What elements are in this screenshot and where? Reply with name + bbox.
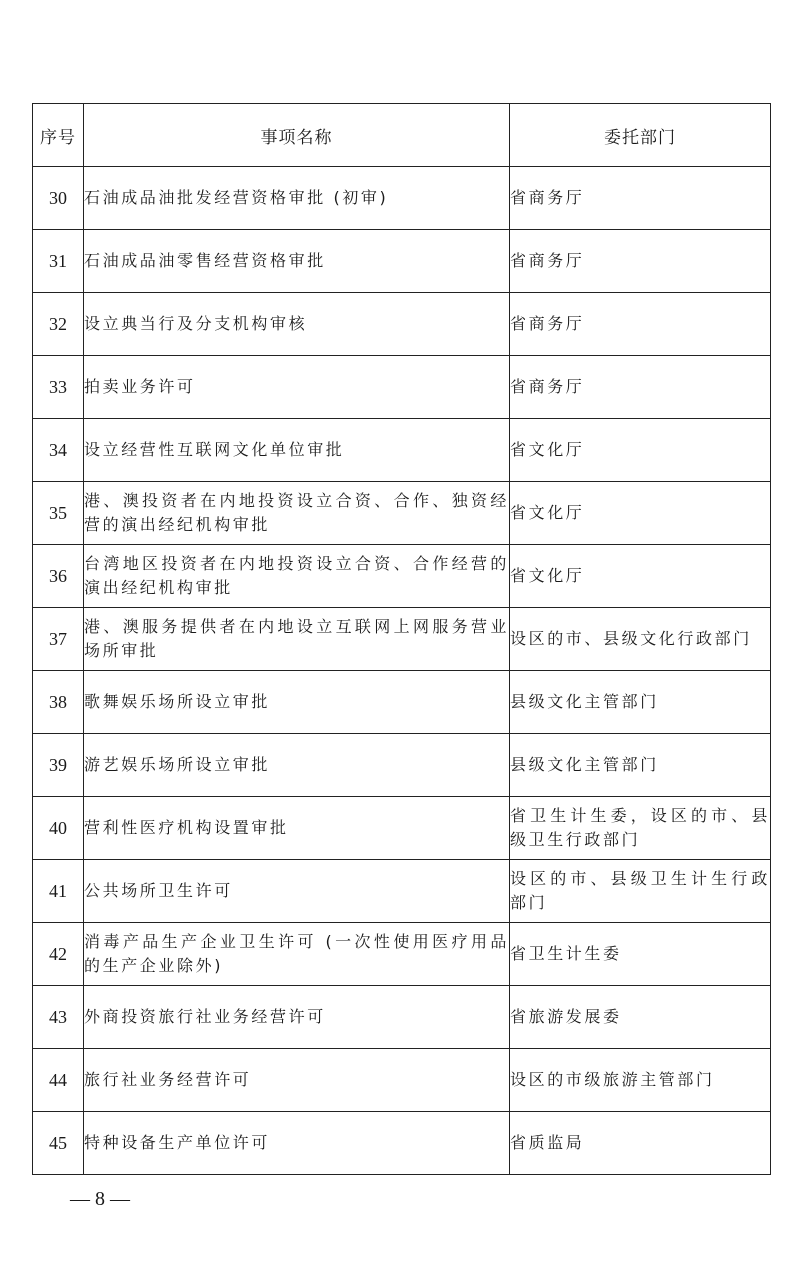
row-number: 30 bbox=[33, 167, 84, 230]
row-department: 设区的市级旅游主管部门 bbox=[510, 1049, 771, 1112]
row-item-name: 拍卖业务许可 bbox=[84, 356, 510, 419]
row-item-name: 旅行社业务经营许可 bbox=[84, 1049, 510, 1112]
table-row bbox=[33, 986, 771, 1049]
row-department: 省商务厅 bbox=[510, 167, 771, 230]
table-header bbox=[33, 104, 771, 167]
table-body bbox=[33, 167, 771, 1175]
row-number: 33 bbox=[33, 356, 84, 419]
table-row bbox=[33, 230, 771, 293]
table-row bbox=[33, 860, 771, 923]
row-number: 31 bbox=[33, 230, 84, 293]
table-row bbox=[33, 1112, 771, 1175]
row-department: 县级文化主管部门 bbox=[510, 734, 771, 797]
row-department: 县级文化主管部门 bbox=[510, 671, 771, 734]
table-row bbox=[33, 167, 771, 230]
row-department: 省商务厅 bbox=[510, 293, 771, 356]
table-row bbox=[33, 356, 771, 419]
row-department: 省文化厅 bbox=[510, 482, 771, 545]
row-number: 40 bbox=[33, 797, 84, 860]
row-number: 36 bbox=[33, 545, 84, 608]
row-number: 35 bbox=[33, 482, 84, 545]
header-dept: 委托部门 bbox=[510, 104, 771, 167]
header-row bbox=[33, 104, 771, 167]
row-item-name: 歌舞娱乐场所设立审批 bbox=[84, 671, 510, 734]
table-row bbox=[33, 797, 771, 860]
row-number: 44 bbox=[33, 1049, 84, 1112]
row-department: 设区的市、县级卫生计生行政部门 bbox=[510, 860, 771, 923]
table-row bbox=[33, 1049, 771, 1112]
row-item-name: 营利性医疗机构设置审批 bbox=[84, 797, 510, 860]
row-number: 32 bbox=[33, 293, 84, 356]
row-department: 省商务厅 bbox=[510, 230, 771, 293]
row-number: 42 bbox=[33, 923, 84, 986]
row-number: 45 bbox=[33, 1112, 84, 1175]
row-department: 省卫生计生委，设区的市、县级卫生行政部门 bbox=[510, 797, 771, 860]
row-department: 省卫生计生委 bbox=[510, 923, 771, 986]
table-row bbox=[33, 293, 771, 356]
row-item-name: 公共场所卫生许可 bbox=[84, 860, 510, 923]
table-row bbox=[33, 482, 771, 545]
row-number: 39 bbox=[33, 734, 84, 797]
row-item-name: 消毒产品生产企业卫生许可 (一次性使用医疗用品的生产企业除外) bbox=[84, 923, 510, 986]
row-item-name: 石油成品油零售经营资格审批 bbox=[84, 230, 510, 293]
row-number: 43 bbox=[33, 986, 84, 1049]
row-item-name: 游艺娱乐场所设立审批 bbox=[84, 734, 510, 797]
row-department: 设区的市、县级文化行政部门 bbox=[510, 608, 771, 671]
row-item-name: 台湾地区投资者在内地投资设立合资、合作经营的演出经纪机构审批 bbox=[84, 545, 510, 608]
row-item-name: 石油成品油批发经营资格审批 (初审) bbox=[84, 167, 510, 230]
row-number: 38 bbox=[33, 671, 84, 734]
row-number: 41 bbox=[33, 860, 84, 923]
row-item-name: 设立典当行及分支机构审核 bbox=[84, 293, 510, 356]
row-department: 省文化厅 bbox=[510, 545, 771, 608]
row-item-name: 外商投资旅行社业务经营许可 bbox=[84, 986, 510, 1049]
table-row bbox=[33, 419, 771, 482]
table-row bbox=[33, 734, 771, 797]
items-table bbox=[32, 103, 771, 1175]
row-item-name: 设立经营性互联网文化单位审批 bbox=[84, 419, 510, 482]
row-number: 34 bbox=[33, 419, 84, 482]
table-row bbox=[33, 608, 771, 671]
row-department: 省商务厅 bbox=[510, 356, 771, 419]
row-item-name: 特种设备生产单位许可 bbox=[84, 1112, 510, 1175]
row-item-name: 港、澳投资者在内地投资设立合资、合作、独资经营的演出经纪机构审批 bbox=[84, 482, 510, 545]
table-row bbox=[33, 545, 771, 608]
header-no: 序号 bbox=[33, 104, 84, 167]
row-department: 省质监局 bbox=[510, 1112, 771, 1175]
header-name: 事项名称 bbox=[84, 104, 510, 167]
row-department: 省文化厅 bbox=[510, 419, 771, 482]
row-department: 省旅游发展委 bbox=[510, 986, 771, 1049]
row-item-name: 港、澳服务提供者在内地设立互联网上网服务营业场所审批 bbox=[84, 608, 510, 671]
row-number: 37 bbox=[33, 608, 84, 671]
table-row bbox=[33, 923, 771, 986]
page-number: — 8 — bbox=[70, 1188, 130, 1210]
table-row bbox=[33, 671, 771, 734]
